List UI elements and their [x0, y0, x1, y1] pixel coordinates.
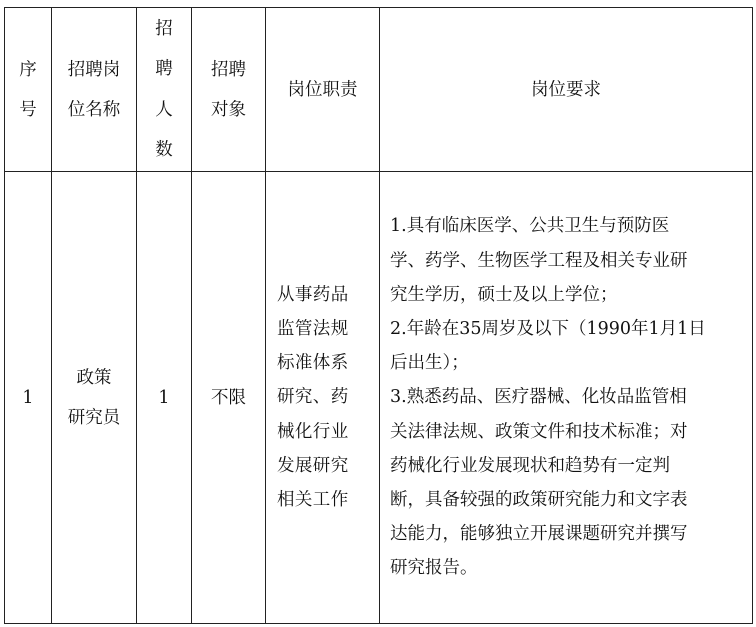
header-position-line-2: 位名称	[67, 99, 121, 120]
duty-line: 械化行业	[277, 421, 349, 442]
header-target	[192, 8, 266, 172]
header-requirement	[380, 8, 753, 172]
cell-hire-count	[137, 172, 192, 624]
header-position-name	[52, 8, 137, 172]
row-index: 1	[22, 387, 34, 408]
requirement-line: 研究报告。	[390, 558, 478, 579]
header-row	[5, 8, 753, 172]
requirement-line: 关法律法规、政策文件和技术标准；对	[390, 421, 688, 442]
header-target-line-1: 招聘	[211, 59, 246, 80]
position-name-line-2: 研究员	[67, 407, 121, 428]
header-index	[5, 8, 52, 172]
header-position-line-1: 招聘岗	[67, 59, 121, 80]
duty-line: 从事药品	[277, 284, 349, 305]
cell-index	[5, 172, 52, 624]
cell-duty	[266, 172, 380, 624]
header-duty	[266, 8, 380, 172]
duty-line: 相关工作	[277, 490, 349, 510]
requirement-line: 断，具备较强的政策研究能力和文字表	[390, 490, 688, 510]
header-index-line-2: 号	[19, 99, 37, 120]
position-name-line-1: 政策	[76, 367, 112, 388]
requirement-line: 后出生）；	[390, 353, 469, 374]
header-count-line-4: 数	[155, 140, 173, 160]
duty-line: 发展研究	[277, 455, 349, 476]
requirement-line: 3.熟悉药品、医疗器械、化妆品监管相	[390, 387, 687, 408]
header-count-line-2: 聘	[155, 59, 173, 79]
recruitment-table	[4, 7, 753, 624]
header-duty-label: 岗位职责	[287, 79, 358, 100]
table-row	[5, 172, 753, 624]
header-count-line-3: 人	[155, 99, 173, 120]
requirement-line: 药械化行业发展现状和趋势有一定判	[390, 455, 670, 476]
hire-count: 1	[158, 387, 170, 408]
requirement-line: 达能力，能够独立开展课题研究并撰写	[390, 524, 688, 545]
cell-position-name	[52, 172, 137, 624]
cell-target	[192, 172, 266, 624]
cell-requirement	[380, 172, 753, 624]
duty-line: 监管法规	[277, 318, 349, 339]
duty-line: 研究、药	[277, 387, 349, 408]
requirement-line: 究生学历，硕士及以上学位；	[390, 284, 618, 305]
header-index-line-1: 序	[19, 59, 37, 80]
header-requirement-label: 岗位要求	[531, 79, 601, 100]
requirement-line: 1.具有临床医学、公共卫生与预防医	[390, 216, 670, 237]
hire-target: 不限	[211, 387, 246, 408]
duty-line: 标准体系	[277, 353, 349, 374]
header-hire-count	[137, 8, 192, 172]
header-target-line-2: 对象	[211, 99, 246, 120]
header-count-line-1: 招	[155, 18, 173, 39]
requirement-line: 2.年龄在35周岁及以下（1990年1月1日	[390, 318, 706, 339]
requirement-line: 学、药学、生物医学工程及相关专业研	[390, 250, 688, 271]
